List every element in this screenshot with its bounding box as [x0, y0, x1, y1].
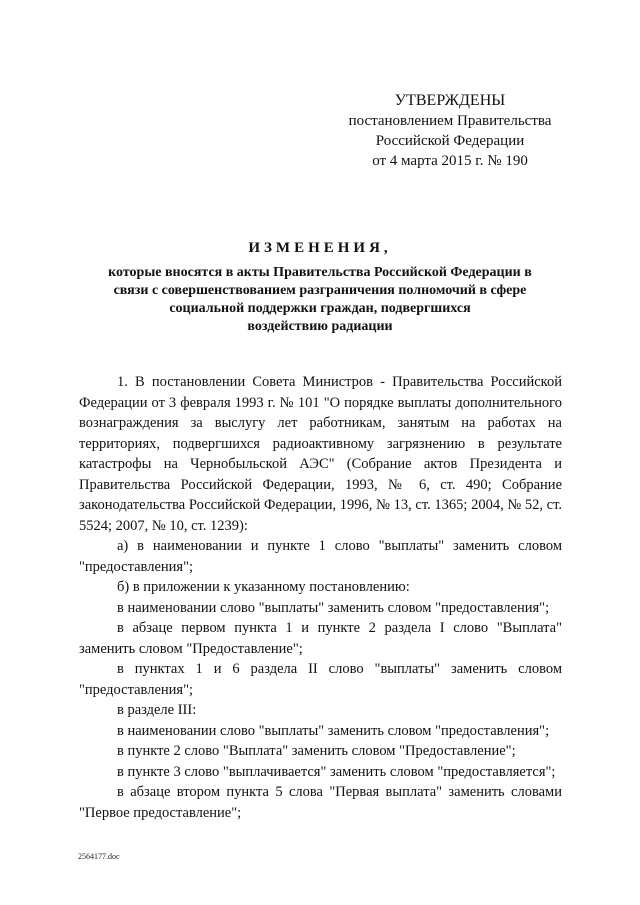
paragraph: в абзаце втором пункта 5 слова "Первая выплата" заменить словами "Первое предоставление"; [79, 784, 562, 821]
approval-line-1: постановлением Правительства [348, 113, 552, 129]
subtitle-line: связи с совершенствованием разграничения полномочий в сфере [113, 283, 527, 298]
paragraph: в пункте 3 слово "выплачивается" заменить словом "предоставляется"; [117, 763, 556, 780]
paragraph: в пункте 2 слово "Выплата" заменить словом "Предоставление"; [117, 743, 516, 759]
paragraph-a: а) в наименовании и пункте 1 слово "выплаты" заменить словом "предоставления"; [79, 538, 562, 575]
approval-line-2: Российской Федерации [375, 133, 525, 149]
document-body [79, 372, 562, 823]
paragraph: в наименовании слово "выплаты" заменить словом "предоставления"; [117, 599, 550, 616]
subtitle-line: социальной поддержки граждан, подвергшихся [169, 301, 471, 316]
paragraph: в пунктах 1 и 6 раздела II слово "выплаты" заменить словом "предоставления"; [79, 661, 562, 698]
document-subtitle [70, 264, 570, 336]
paragraph-b: б) в приложении к указанному постановлению: [117, 579, 410, 595]
paragraph: в разделе III: [117, 702, 197, 718]
file-name-footer: 2564177.doc [78, 852, 120, 861]
subtitle-line: которые вносятся в акты Правительства Российской Федерации в [108, 265, 532, 280]
document-title: ИЗМЕНЕНИЯ, [248, 240, 392, 256]
paragraph: в наименовании слово "выплаты" заменить словом "предоставления"; [117, 722, 550, 739]
approval-heading: УТВЕРЖДЕНЫ [394, 92, 506, 109]
approval-line-3: от 4 марта 2015 г. № 190 [372, 153, 528, 169]
approval-block [330, 91, 570, 171]
subtitle-line: воздействию радиации [247, 319, 393, 334]
paragraph-1: 1. В постановлении Совета Министров - Правительства Российской Федерации от 3 февраля 1993 г. № 101 "О порядке выплаты дополнительного вознаграждения за выслугу лет работникам, занятым на работах на территориях, подвергшихся радиоактивному загрязнению в результате катастрофы на Чернобыльской АЭС" (Собрание актов Президента и Правительства Российской Федерации, 1993, № 6, ст. 490; Собрание законодательства Российской Федерации, 1996, № 13, ст. 1365; 2004, № 52, ст. 5524; 2007, № 10, ст. 1239): [79, 374, 562, 534]
paragraph: в абзаце первом пункта 1 и пункте 2 раздела I слово "Выплата" заменить словом "Предоставление"; [79, 620, 562, 657]
